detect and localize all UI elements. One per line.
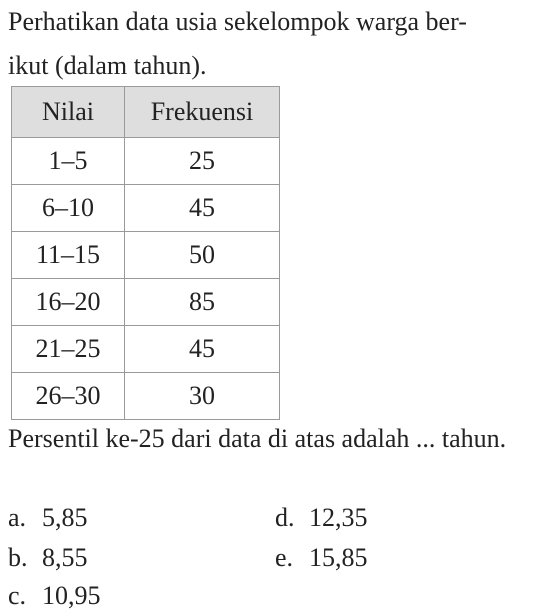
- question-text: Persentil ke-25 dari data di atas adalah ... tahun.: [8, 424, 507, 453]
- option-value: 5,85: [42, 503, 88, 532]
- cell-nilai: 11–15: [12, 232, 125, 279]
- cell-nilai: 21–25: [12, 326, 125, 373]
- table-row: [12, 279, 280, 326]
- cell-frekuensi: 50: [125, 232, 280, 279]
- table-row: [12, 373, 280, 420]
- table-row: [12, 232, 280, 279]
- header-nilai: Nilai: [12, 87, 125, 138]
- cell-nilai: 16–20: [12, 279, 125, 326]
- option-a[interactable]: [8, 500, 88, 536]
- table-row: [12, 326, 280, 373]
- option-value: 12,35: [309, 503, 368, 532]
- intro-line-1: Perhatikan data usia sekelompok warga ber-: [8, 7, 467, 36]
- table-row: [12, 185, 280, 232]
- cell-frekuensi: 30: [125, 373, 280, 420]
- option-letter: d.: [275, 503, 295, 532]
- cell-frekuensi: 45: [125, 185, 280, 232]
- option-d[interactable]: [275, 500, 368, 536]
- header-frekuensi: Frekuensi: [125, 87, 280, 138]
- option-letter: c.: [8, 581, 27, 610]
- cell-frekuensi: 45: [125, 326, 280, 373]
- option-e[interactable]: [275, 540, 368, 576]
- cell-nilai: 1–5: [12, 138, 125, 185]
- cell-nilai: 6–10: [12, 185, 125, 232]
- table-row: [12, 138, 280, 185]
- option-b[interactable]: [8, 540, 88, 576]
- cell-nilai: 26–30: [12, 373, 125, 420]
- cell-frekuensi: 25: [125, 138, 280, 185]
- option-letter: e.: [275, 543, 294, 572]
- option-letter: a.: [8, 503, 27, 532]
- option-letter: b.: [8, 543, 28, 572]
- intro-line-2: ikut (dalam tahun).: [8, 51, 207, 80]
- cell-frekuensi: 85: [125, 279, 280, 326]
- option-value: 8,55: [42, 543, 88, 572]
- option-value: 10,95: [42, 581, 101, 610]
- table-header-row: [12, 87, 280, 138]
- option-c[interactable]: [8, 578, 101, 614]
- option-value: 15,85: [309, 543, 368, 572]
- frequency-table: [11, 86, 280, 420]
- intro-text: [8, 0, 553, 88]
